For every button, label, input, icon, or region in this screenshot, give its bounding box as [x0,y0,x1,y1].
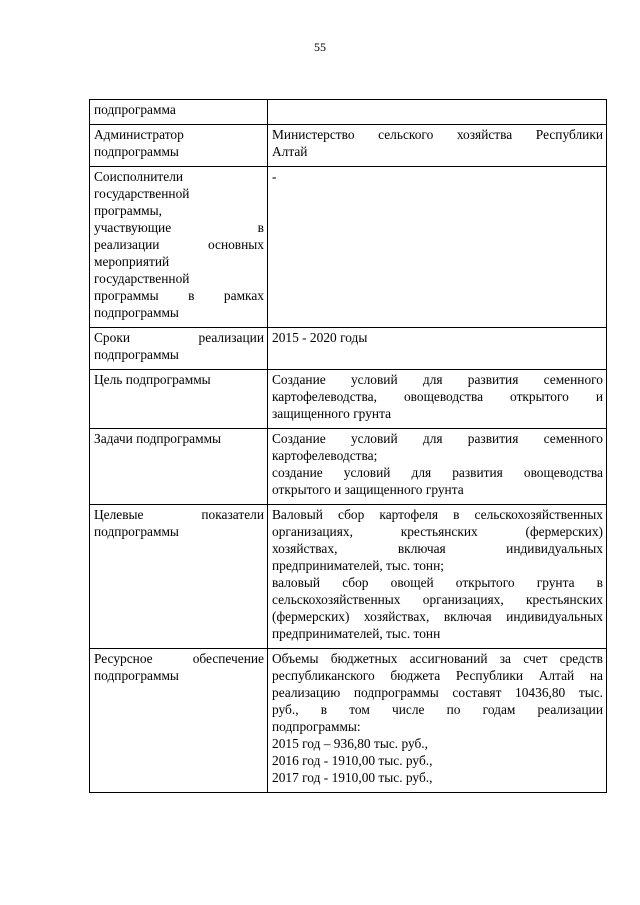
row-value-line: 2017 год - 1910,00 тыс. руб., [272,770,433,785]
subprogram-passport-table [89,99,607,793]
row-value-line: предпринимателей, тыс. тонн [272,626,441,641]
row-value-line: руб., в том числе по годам реализации [272,702,603,717]
table-row [90,100,607,125]
row-label-cell [90,125,268,167]
row-label-cell [90,167,268,328]
row-value-line: создание условий для развития овощеводства [272,465,603,480]
table-row [90,370,607,429]
row-label-line: подпрограммы [94,144,179,159]
row-label-cell [90,505,268,649]
row-value-line: предпринимателей, тыс. тонн; [272,558,444,573]
row-label-cell [90,429,268,505]
row-value-line: подпрограммы: [272,719,361,734]
row-value-line: Министерство сельского хозяйства Республики [272,127,603,142]
row-value-line: Объемы бюджетных ассигнований за счет средств [272,651,603,666]
row-value-cell [268,167,607,328]
table-row [90,429,607,505]
row-value-line: защищенного грунта [272,406,392,421]
row-value-line: республиканского бюджета Республики Алтай на [272,668,603,683]
row-label-line: участвующие в [94,220,264,235]
row-value-cell [268,125,607,167]
table-row [90,649,607,793]
row-value-line: сельскохозяйственных организациях, крестьянских [272,592,603,607]
row-label-line: реализации основных [94,237,264,252]
row-value-line: картофелеводства; [272,448,378,463]
row-label-line: подпрограммы [94,668,179,683]
row-label-line: подпрограмма [94,102,176,117]
row-label-line: подпрограммы [94,347,179,362]
table-row [90,125,607,167]
row-value-line: валовый сбор овощей открытого грунта в [272,575,603,590]
row-value-line: организациях, крестьянских (фермерских) [272,524,603,539]
row-value-line: Создание условий для развития семенного [272,431,603,446]
row-value-line: хозяйствах, включая индивидуальных [272,541,603,556]
row-label-line: государственной [94,271,190,286]
row-label-line: подпрограммы [94,524,179,539]
table-row [90,505,607,649]
row-label-cell [90,328,268,370]
row-label-line: Цель подпрограммы [94,372,211,387]
table-row [90,167,607,328]
row-value-line: - [272,169,277,184]
row-label-line: мероприятий [94,254,170,269]
page-number: 55 [314,40,326,54]
row-value-line: (фермерских) хозяйствах, включая индивидуальных [272,609,603,624]
row-label-line: Ресурсное обеспечение [94,651,264,666]
row-label-line: Целевые показатели [94,507,264,522]
row-label-line: подпрограммы [94,305,179,320]
row-value-line: реализацию подпрограммы составят 10436,80 тыс. [272,685,603,700]
row-value-line: картофелеводства, овощеводства открытого и [272,389,603,404]
row-value-cell [268,100,607,125]
row-value-cell [268,649,607,793]
table-row [90,328,607,370]
row-label-line: Администратор [94,127,184,142]
row-label-line: Соисполнители [94,169,184,184]
row-value-line: 2016 год - 1910,00 тыс. руб., [272,753,433,768]
row-label-line: программы в рамках [94,288,264,303]
row-value-line: 2015 год – 936,80 тыс. руб., [272,736,429,751]
row-value-line: Валовый сбор картофеля в сельскохозяйственных [272,507,603,522]
row-value-cell [268,370,607,429]
row-value-line: 2015 - 2020 годы [272,330,368,345]
row-value-line: открытого и защищенного грунта [272,482,464,497]
row-label-line: Задачи подпрограммы [94,431,222,446]
row-value-cell [268,505,607,649]
row-value-line: Создание условий для развития семенного [272,372,603,387]
row-label-line: Сроки реализации [94,330,264,345]
row-value-cell [268,429,607,505]
row-label-line: программы, [94,203,162,218]
row-value-line: Алтай [272,144,308,159]
row-label-cell [90,370,268,429]
row-value-cell [268,328,607,370]
row-label-line: государственной [94,186,190,201]
row-label-cell [90,649,268,793]
row-label-cell [90,100,268,125]
